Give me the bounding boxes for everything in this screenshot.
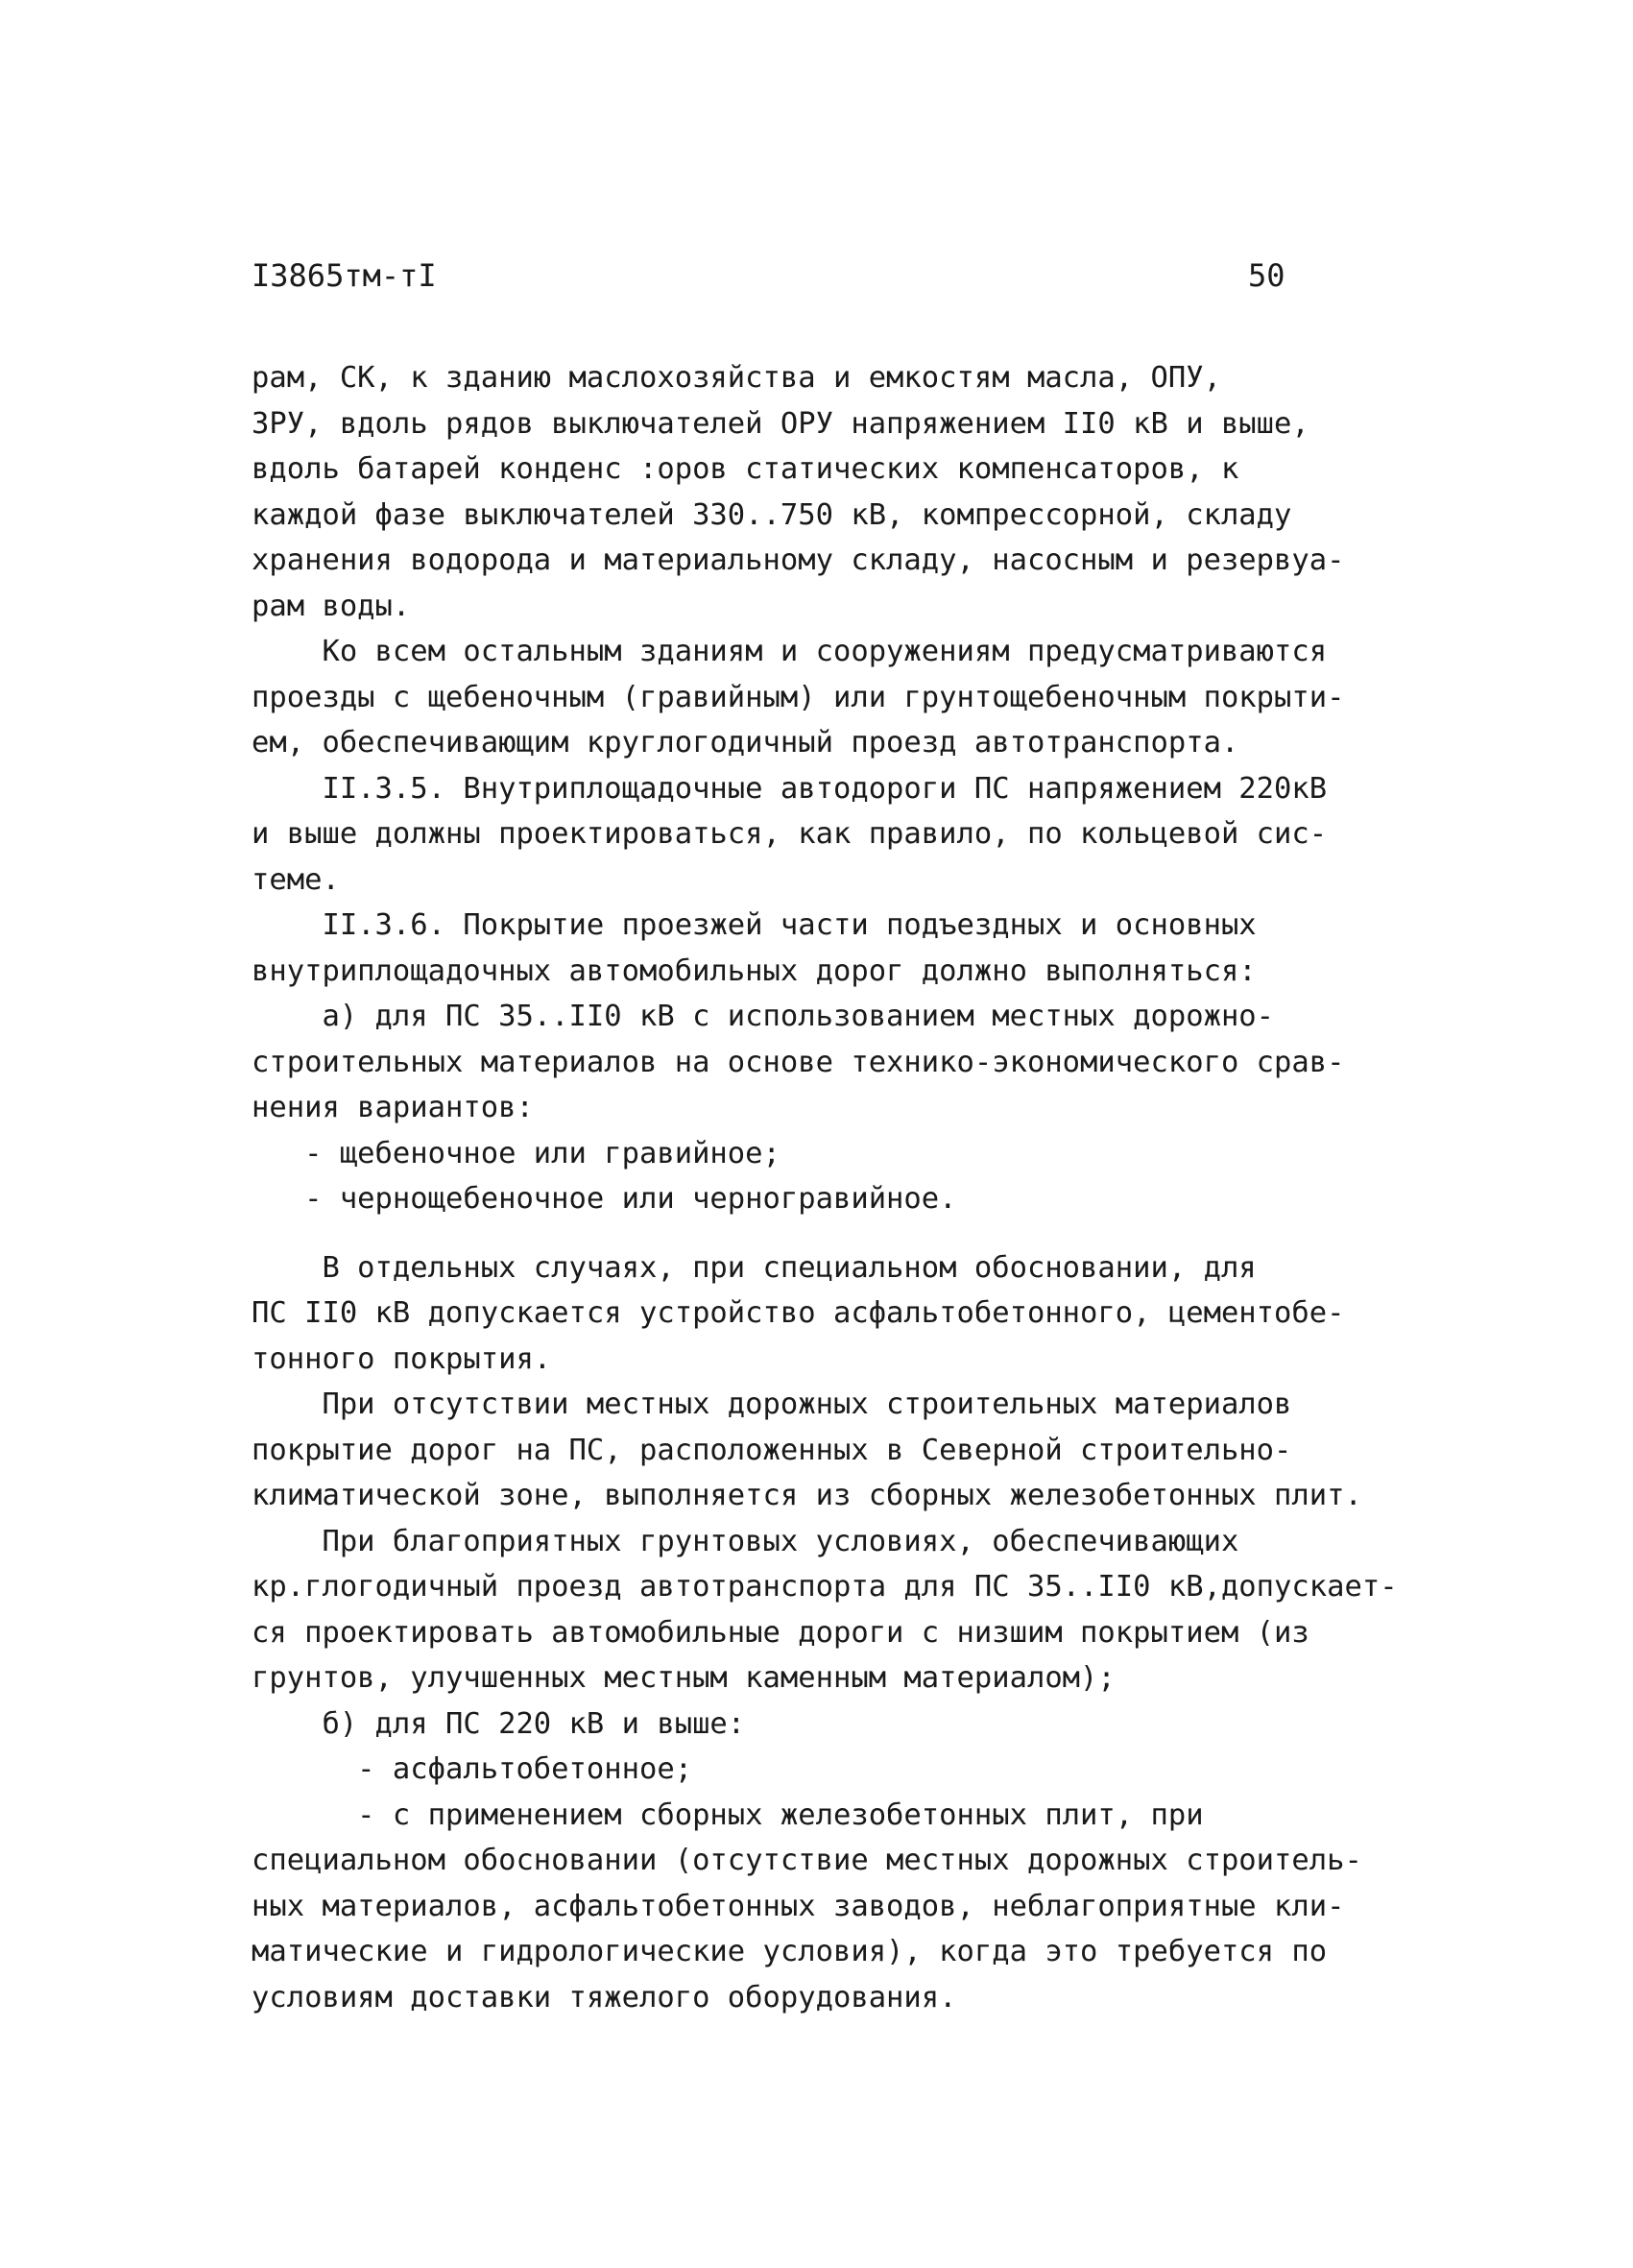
text-line: матические и гидрологические условия), когда это требуется по [252, 1935, 1328, 1968]
paragraph-gap [252, 1222, 1404, 1245]
text-line: рам, СК, к зданию маслохозяйства и емкостям масла, ОПУ, [252, 361, 1221, 395]
text-line: покрытие дорог на ПС, расположенных в Северной строительно- [252, 1433, 1292, 1467]
text-line: условиям доставки тяжелого оборудования. [252, 1980, 957, 2015]
text-line: хранения водорода и материальному складу, насосным и резервуа- [252, 543, 1345, 577]
text-line: При отсутствии местных дорожных строительных материалов [252, 1387, 1292, 1421]
text-line: б) для ПС 220 кВ и выше: [252, 1706, 746, 1741]
text-line: проезды с щебеночным (гравийным) или грунтощебеночным покрыти- [252, 680, 1345, 714]
body-text [252, 355, 1404, 2020]
text-line: строительных материалов на основе технико-экономического срав- [252, 1045, 1345, 1079]
text-line: внутриплощадочных автомобильных дорог должно выполняться: [252, 953, 1257, 988]
text-line: а) для ПС 35..II0 кВ с использованием местных дорожно- [252, 1000, 1275, 1033]
text-line: каждой фазе выключателей 330..750 кВ, компрессорной, складу [252, 497, 1292, 532]
text-line: рам воды. [252, 589, 411, 623]
text-line: ПС II0 кВ допускается устройство асфальтобетонного, цементобе- [252, 1296, 1345, 1330]
text-line: специальном обосновании (отсутствие местных дорожных строитель- [252, 1844, 1362, 1877]
text-line: и выше должны проектироваться, как правило, по кольцевой сис- [252, 817, 1328, 851]
text-line: климатической зоне, выполняется из сборных железобетонных плит. [252, 1479, 1362, 1512]
text-line: ся проектировать автомобильные дороги с низшим покрытием (из [252, 1615, 1309, 1650]
text-line: - с применением сборных железобетонных плит, при [252, 1798, 1204, 1832]
text-line: II.3.5. Внутриплощадочные автодороги ПС напряжением 220кВ [252, 771, 1328, 806]
text-line: - чернощебеночное или черногравийное. [252, 1182, 957, 1216]
document-code: I3865тм-тI [252, 257, 437, 294]
text-line: Ко всем остальным зданиям и сооружениям предусматриваются [252, 635, 1328, 668]
text-line: грунтов, улучшенных местным каменным материалом); [252, 1661, 1116, 1695]
text-line: ем, обеспечивающим круглогодичный проезд автотранспорта. [252, 726, 1239, 760]
text-line: ЗРУ, вдоль рядов выключателей ОРУ напряжением II0 кВ и выше, [252, 406, 1309, 441]
text-line: ных материалов, асфальтобетонных заводов, неблагоприятные кли- [252, 1889, 1345, 1923]
text-line: В отдельных случаях, при специальном обосновании, для [252, 1250, 1257, 1285]
text-line: вдоль батарей конденс :оров статических компенсаторов, к [252, 452, 1239, 486]
text-line: - асфальтобетонное; [252, 1752, 693, 1786]
text-line: - щебеночное или гравийное; [252, 1136, 780, 1170]
text-line: кр.глогодичный проезд автотранспорта для ПС 35..II0 кВ,допускает- [252, 1570, 1398, 1604]
text-line: нения вариантов: [252, 1091, 534, 1124]
text-line: тонного покрытия. [252, 1341, 552, 1376]
text-line: II.3.6. Покрытие проезжей части подъездных и основных [252, 908, 1257, 942]
text-line: При благоприятных грунтовых условиях, обеспечивающих [252, 1524, 1239, 1558]
text-line: теме. [252, 862, 340, 897]
page-number: 50 [1248, 257, 1285, 294]
